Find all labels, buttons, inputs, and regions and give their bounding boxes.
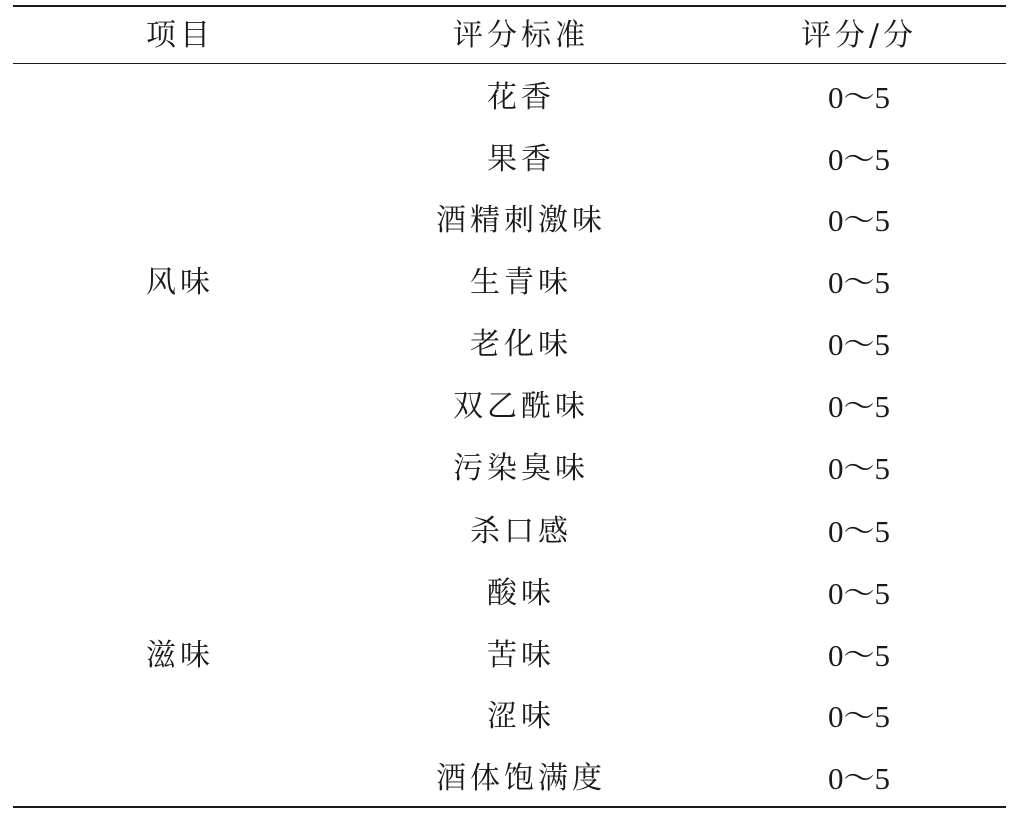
header-criterion: 评分标准 bbox=[453, 18, 589, 53]
table-row-criterion: 酒体饱满度 bbox=[436, 761, 606, 796]
header-score: 评分/分 bbox=[800, 18, 918, 53]
table-row-score: 0～5 bbox=[828, 389, 890, 424]
table-row-criterion: 花香 bbox=[487, 80, 555, 115]
table-row-score: 0～5 bbox=[828, 699, 890, 734]
table-row-score: 0～5 bbox=[828, 327, 890, 362]
table-row-score: 0～5 bbox=[828, 451, 890, 486]
table-top-rule bbox=[13, 5, 1006, 7]
header-item: 项目 bbox=[146, 18, 214, 53]
table-row-criterion: 苦味 bbox=[487, 638, 555, 673]
table-row-criterion: 杀口感 bbox=[470, 514, 572, 549]
table-bottom-rule bbox=[13, 806, 1006, 808]
group-label-taste: 滋味 bbox=[146, 638, 214, 673]
table-row-criterion: 污染臭味 bbox=[453, 451, 589, 486]
table-row-score: 0～5 bbox=[828, 638, 890, 673]
header-rule bbox=[13, 63, 1006, 64]
table-row-score: 0～5 bbox=[828, 576, 890, 611]
scoring-table bbox=[13, 0, 1006, 831]
table-row-criterion: 生青味 bbox=[470, 265, 572, 300]
table-row-criterion: 酸味 bbox=[487, 576, 555, 611]
group-label-flavor: 风味 bbox=[146, 265, 214, 300]
table-row-score: 0～5 bbox=[828, 142, 890, 177]
table-row-criterion: 果香 bbox=[487, 142, 555, 177]
table-row-score: 0～5 bbox=[828, 514, 890, 549]
table-row-score: 0～5 bbox=[828, 80, 890, 115]
table-row-score: 0～5 bbox=[828, 265, 890, 300]
table-row-criterion: 涩味 bbox=[487, 699, 555, 734]
table-row-score: 0～5 bbox=[828, 203, 890, 238]
table-row-criterion: 双乙酰味 bbox=[453, 389, 589, 424]
table-row-score: 0～5 bbox=[828, 761, 890, 796]
table-row-criterion: 酒精刺激味 bbox=[436, 203, 606, 238]
table-row-criterion: 老化味 bbox=[470, 327, 572, 362]
